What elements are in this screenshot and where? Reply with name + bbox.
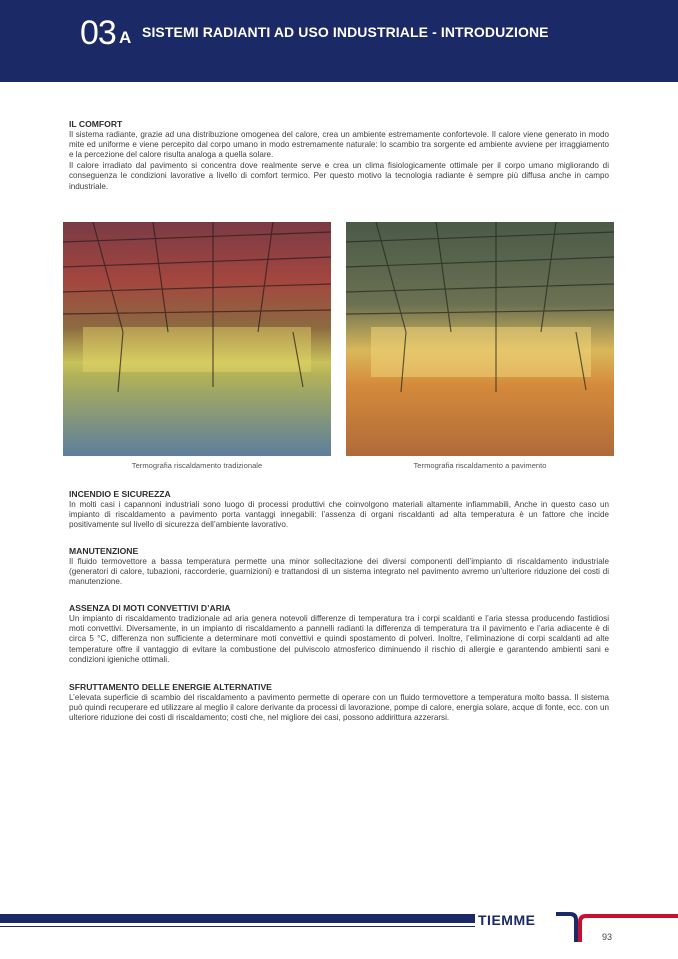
energy-paragraph: L’elevata superficie di scambio del riscaldamento a pavimento permette di operare con un fluido termovettore a temperatura molto bassa. Il sistema può quindi recuperare ed utilizzare al meglio il calore derivante da processi di lavorazione, pompe di calore, energia solare, acque di fonte, ecc. con un ulteriore riduzione dei costi di riscaldamento; costi che, nel migliore dei casi, possono addirittura azzerarsi. (69, 692, 609, 723)
thermography-traditional-image (63, 222, 331, 456)
section-maintenance (69, 546, 609, 588)
chapter-number: 03 (80, 14, 116, 52)
page-header (0, 0, 678, 82)
fire-paragraph: In molti casi i capannoni industriali sono luogo di processi produttivi che coinvolgono materiali altamente infiammabili, Anche in questo caso un impianto di riscaldamento a pavimento porta vantaggi innegabili: l’assenza di organi riscaldanti ad alta temperatura è un fattore che incide positivamente sul livello di sicurezza dell’ambiente lavorativo. (69, 499, 609, 530)
footer-divider (0, 926, 475, 927)
chapter-letter: A (119, 28, 132, 47)
logo-swoosh-icon (556, 912, 678, 946)
section-title-fire: INCENDIO E SICUREZZA (69, 489, 171, 499)
maintenance-paragraph: Il fluido termovettore a bassa temperatura permette una minor sollecitazione dei diversi componenti dell’impianto di riscaldamento industriale (generatori di calore, tubazioni, raccorderie, guarnizioni) e trattandosi di un sistema integrato nel pavimento avremo un’ulteriore riduzione dei costi di manutenzione. (69, 556, 609, 587)
section-comfort (69, 119, 609, 192)
section-title-maintenance: MANUTENZIONE (69, 546, 139, 556)
section-title-energy: SFRUTTAMENTO DELLE ENERGIE ALTERNATIVE (69, 682, 272, 692)
tiemme-logo: TIEMME (478, 912, 536, 928)
caption-floor: Termografia riscaldamento a pavimento (413, 461, 547, 470)
convection-paragraph: Un impianto di riscaldamento tradizionale ad aria genera notevoli differenze di temperatura tra i corpi scaldanti e l’aria stessa producendo fastidiosi moti convettivi. Diversamente, in un impianto di riscaldamento a pannelli radianti la differenza di temperatura tra il pavimento e l’aria adiacente è di circa 5 °C, differenza non sufficiente a determinare moti convettivi e quindi spostamento di polveri. Inoltre, l’eliminazione di corpi scaldanti ad alte temperature offre il vantaggio di evitare la combustione del pulviscolo atmosferico diminuendo il rischio di allergie e garantendo ambienti sani e condizioni igieniche ottimali. (69, 613, 609, 665)
caption-traditional: Termografia riscaldamento tradizionale (131, 461, 263, 470)
page-number: 93 (602, 932, 613, 942)
footer-bar (0, 914, 475, 923)
section-energy (69, 682, 609, 724)
section-title-comfort: IL COMFORT (69, 119, 123, 129)
section-title-convection: ASSENZA DI MOTI CONVETTIVI D’ARIA (69, 603, 231, 613)
thermography-floor-image (346, 222, 614, 456)
section-fire (69, 489, 609, 531)
section-convection (69, 603, 609, 666)
comfort-paragraph-2: Il calore irradiato dal pavimento si concentra dove realmente serve e crea un clima fisiologicamente ottimale per il corpo umano migliorando di conseguenza le condizioni lavorative a livello di comfort termico. Per questo motivo la tecnologia radiante è sempre più diffusa anche in campo industriale. (69, 160, 609, 191)
page-title: SISTEMI RADIANTI AD USO INDUSTRIALE - INTRODUZIONE (142, 24, 549, 40)
comfort-paragraph-1: Il sistema radiante, grazie ad una distribuzione omogenea del calore, crea un ambiente estremamente confortevole. Il calore viene generato in modo mite ed uniforme e viene percepito dal corpo umano in modo estremamente naturale: lo scambio tra sorgente ed ambiente avviene per irraggiamento e la percezione del calore risulta analoga a quella solare. (69, 129, 609, 160)
